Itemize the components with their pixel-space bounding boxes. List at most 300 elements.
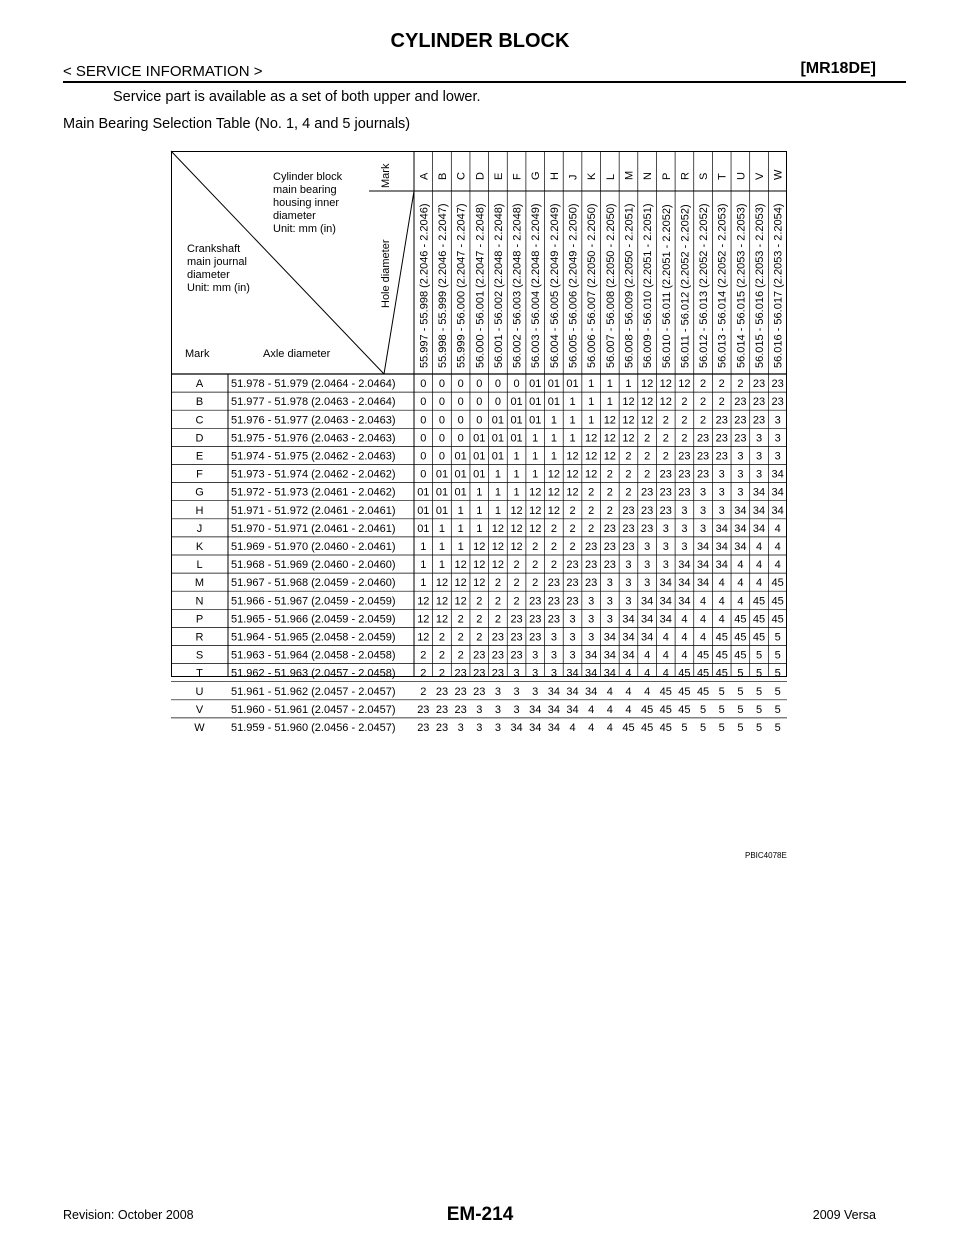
grade-cell: 12 bbox=[417, 595, 430, 608]
grade-cell: 1 bbox=[457, 540, 464, 553]
grade-cell: 2 bbox=[457, 613, 464, 626]
grade-cell: 23 bbox=[696, 450, 710, 463]
grade-cell: 5 bbox=[774, 631, 781, 644]
grade-cell: 23 bbox=[585, 540, 598, 553]
grade-cell: 01 bbox=[529, 378, 542, 391]
grade-cell: 34 bbox=[752, 504, 766, 517]
row-axle-diameter: 51.971 - 51.972 (2.0461 - 2.0461) bbox=[231, 504, 396, 517]
grade-cell: 1 bbox=[476, 504, 483, 517]
grade-cell: 23 bbox=[678, 486, 691, 499]
grade-cell: 1 bbox=[532, 450, 539, 463]
grade-cell: 1 bbox=[588, 378, 595, 391]
service-note: Service part is available as a set of both upper and lower. bbox=[113, 89, 481, 105]
grade-cell: 2 bbox=[737, 378, 744, 391]
grade-cell: 3 bbox=[569, 613, 576, 626]
grade-cell: 45 bbox=[696, 685, 710, 698]
grade-cell: 2 bbox=[606, 468, 613, 481]
row-mark: C bbox=[195, 414, 204, 427]
grade-cell: 12 bbox=[435, 613, 449, 626]
column-hole-diameter: 56.006 - 56.007 (2.2050 - 2.2050) bbox=[586, 203, 599, 368]
grade-cell: 34 bbox=[603, 649, 616, 662]
column-mark: M bbox=[623, 170, 636, 180]
grade-cell: 0 bbox=[420, 468, 427, 481]
grade-cell: 23 bbox=[547, 613, 560, 626]
grade-cell: 12 bbox=[491, 540, 505, 553]
axle-diameter-header: Axle diameter bbox=[263, 348, 331, 360]
column-mark: N bbox=[642, 172, 655, 180]
row-axle-diameter: 51.961 - 51.962 (2.0457 - 2.0457) bbox=[231, 685, 396, 698]
column-mark: B bbox=[436, 172, 449, 180]
grade-cell: 2 bbox=[569, 522, 576, 535]
grade-cell: 23 bbox=[585, 577, 598, 590]
grade-cell: 34 bbox=[752, 486, 766, 499]
grade-cell: 23 bbox=[678, 450, 691, 463]
grade-cell: 3 bbox=[718, 486, 725, 499]
grade-cell: 2 bbox=[476, 595, 483, 608]
grade-cell: 45 bbox=[715, 631, 728, 644]
grade-cell: 23 bbox=[454, 667, 467, 680]
grade-cell: 4 bbox=[588, 721, 595, 734]
column-hole-diameter: 56.010 - 56.011 (2.2051 - 2.2052) bbox=[660, 204, 673, 368]
row-mark: M bbox=[194, 577, 205, 590]
grade-cell: 4 bbox=[700, 595, 707, 608]
row-axle-diameter: 51.976 - 51.977 (2.0463 - 2.0463) bbox=[231, 414, 396, 427]
header-divider bbox=[63, 81, 906, 83]
grade-cell: 23 bbox=[417, 721, 430, 734]
grade-cell: 12 bbox=[473, 577, 486, 590]
grade-cell: 12 bbox=[622, 414, 635, 427]
grade-cell: 3 bbox=[569, 649, 576, 662]
grade-cell: 0 bbox=[457, 414, 464, 427]
grade-cell: 34 bbox=[678, 559, 691, 572]
grade-cell: 0 bbox=[476, 396, 483, 409]
grade-cell: 45 bbox=[678, 667, 691, 680]
grade-cell: 23 bbox=[603, 540, 616, 553]
grade-cell: 1 bbox=[588, 414, 595, 427]
grade-cell: 2 bbox=[606, 504, 613, 517]
grade-cell: 1 bbox=[438, 559, 446, 572]
grade-cell: 23 bbox=[715, 432, 728, 445]
column-mark: U bbox=[735, 172, 748, 180]
block-label-line: main bearing bbox=[273, 184, 337, 196]
page-title: CYLINDER BLOCK bbox=[390, 30, 570, 52]
grade-cell: 23 bbox=[566, 559, 579, 572]
grade-cell: 5 bbox=[755, 649, 763, 662]
column-mark: J bbox=[567, 174, 580, 180]
grade-cell: 12 bbox=[547, 468, 560, 481]
grade-cell: 5 bbox=[737, 703, 744, 716]
page-number: EM-214 bbox=[446, 1204, 514, 1225]
grade-cell: 23 bbox=[622, 522, 635, 535]
grade-cell: 01 bbox=[491, 414, 505, 427]
grade-cell: 23 bbox=[473, 685, 486, 698]
grade-cell: 0 bbox=[494, 378, 501, 391]
grade-cell: 23 bbox=[603, 559, 616, 572]
grade-cell: 45 bbox=[715, 667, 728, 680]
grade-cell: 01 bbox=[491, 450, 505, 463]
grade-cell: 45 bbox=[678, 685, 691, 698]
grade-cell: 4 bbox=[737, 595, 744, 608]
grade-cell: 3 bbox=[513, 685, 520, 698]
grade-cell: 4 bbox=[718, 577, 725, 590]
grade-cell: 3 bbox=[681, 540, 688, 553]
grade-cell: 23 bbox=[491, 631, 505, 644]
grade-cell: 23 bbox=[641, 504, 654, 517]
row-axle-diameter: 51.959 - 51.960 (2.0456 - 2.0457) bbox=[231, 721, 396, 734]
grade-cell: 5 bbox=[755, 703, 763, 716]
column-mark: C bbox=[455, 172, 468, 180]
grade-cell: 2 bbox=[662, 450, 669, 463]
grade-cell: 1 bbox=[550, 432, 557, 445]
grade-cell: 23 bbox=[641, 486, 654, 499]
section-label: < SERVICE INFORMATION > bbox=[63, 63, 263, 80]
grade-cell: 23 bbox=[547, 577, 560, 590]
grade-cell: 12 bbox=[603, 432, 616, 445]
grade-cell: 1 bbox=[438, 522, 446, 535]
grade-cell: 1 bbox=[532, 432, 539, 445]
figure-code: PBIC4078E bbox=[745, 851, 787, 860]
grade-cell: 2 bbox=[681, 396, 688, 409]
row-axle-diameter: 51.974 - 51.975 (2.0462 - 2.0463) bbox=[231, 450, 396, 463]
grade-cell: 45 bbox=[771, 613, 784, 626]
grade-cell: 23 bbox=[603, 522, 616, 535]
column-mark: R bbox=[679, 172, 692, 180]
grade-cell: 0 bbox=[438, 414, 446, 427]
grade-cell: 45 bbox=[641, 721, 654, 734]
grade-cell: 2 bbox=[662, 432, 669, 445]
grade-cell: 0 bbox=[438, 432, 446, 445]
grade-cell: 3 bbox=[569, 631, 576, 644]
grade-cell: 3 bbox=[774, 414, 781, 427]
grade-cell: 3 bbox=[588, 631, 595, 644]
grade-cell: 34 bbox=[566, 685, 579, 698]
row-axle-diameter: 51.964 - 51.965 (2.0458 - 2.0459) bbox=[231, 631, 396, 644]
grade-cell: 2 bbox=[532, 540, 539, 553]
grade-cell: 2 bbox=[532, 559, 539, 572]
grade-cell: 4 bbox=[606, 721, 613, 734]
grade-cell: 0 bbox=[420, 414, 427, 427]
grade-cell: 3 bbox=[774, 432, 781, 445]
grade-cell: 45 bbox=[659, 721, 672, 734]
grade-cell: 5 bbox=[737, 667, 744, 680]
grade-cell: 0 bbox=[494, 396, 501, 409]
row-mark: S bbox=[195, 649, 204, 662]
grade-cell: 1 bbox=[420, 577, 427, 590]
column-hole-diameter: 56.005 - 56.006 (2.2049 - 2.2050) bbox=[567, 203, 580, 368]
row-axle-diameter: 51.963 - 51.964 (2.0458 - 2.0458) bbox=[231, 649, 396, 662]
block-label-line: diameter bbox=[273, 210, 316, 222]
grade-cell: 1 bbox=[550, 450, 557, 463]
grade-cell: 34 bbox=[696, 577, 710, 590]
grade-cell: 3 bbox=[737, 468, 744, 481]
grade-cell: 1 bbox=[606, 378, 613, 391]
row-axle-diameter: 51.969 - 51.970 (2.0460 - 2.0461) bbox=[231, 540, 396, 553]
column-mark: G bbox=[530, 171, 543, 180]
column-mark-header: Mark bbox=[380, 163, 392, 188]
row-mark-header: Mark bbox=[185, 348, 210, 360]
grade-cell: 5 bbox=[755, 721, 763, 734]
grade-cell: 23 bbox=[417, 703, 430, 716]
row-axle-diameter: 51.960 - 51.961 (2.0457 - 2.0457) bbox=[231, 703, 396, 716]
grade-cell: 3 bbox=[550, 631, 557, 644]
grade-cell: 3 bbox=[755, 468, 763, 481]
column-hole-diameter: 56.011 - 56.012 (2.2052 - 2.2052) bbox=[679, 204, 692, 368]
column-hole-diameter: 55.999 - 56.000 (2.2047 - 2.2047) bbox=[455, 203, 468, 368]
grade-cell: 12 bbox=[454, 595, 467, 608]
grade-cell: 2 bbox=[644, 450, 651, 463]
grade-cell: 34 bbox=[771, 468, 784, 481]
grade-cell: 4 bbox=[569, 721, 576, 734]
column-mark: W bbox=[772, 169, 785, 180]
grade-cell: 0 bbox=[420, 396, 427, 409]
grade-cell: 3 bbox=[755, 450, 763, 463]
grade-cell: 2 bbox=[476, 613, 483, 626]
row-mark: T bbox=[196, 667, 203, 680]
row-mark: B bbox=[195, 396, 204, 409]
grade-cell: 23 bbox=[510, 649, 523, 662]
grade-cell: 2 bbox=[681, 414, 688, 427]
row-mark: V bbox=[195, 703, 204, 716]
row-mark: P bbox=[195, 613, 204, 626]
grade-cell: 01 bbox=[547, 396, 560, 409]
grade-cell: 5 bbox=[774, 649, 781, 662]
column-mark: V bbox=[754, 172, 767, 180]
grade-cell: 2 bbox=[718, 396, 725, 409]
grade-cell: 0 bbox=[420, 378, 427, 391]
grade-cell: 01 bbox=[473, 432, 486, 445]
grade-cell: 3 bbox=[606, 595, 613, 608]
grade-cell: 23 bbox=[622, 540, 635, 553]
grade-cell: 34 bbox=[622, 613, 635, 626]
grade-cell: 12 bbox=[641, 414, 654, 427]
grade-cell: 23 bbox=[547, 595, 560, 608]
grade-cell: 12 bbox=[435, 595, 449, 608]
grade-cell: 3 bbox=[606, 613, 613, 626]
grade-cell: 2 bbox=[644, 432, 651, 445]
row-axle-diameter: 51.970 - 51.971 (2.0461 - 2.0461) bbox=[231, 522, 396, 535]
grade-cell: 4 bbox=[662, 649, 669, 662]
grade-cell: 23 bbox=[659, 504, 672, 517]
column-mark: F bbox=[511, 173, 524, 180]
row-mark: H bbox=[195, 504, 204, 517]
row-axle-diameter: 51.977 - 51.978 (2.0463 - 2.0464) bbox=[231, 396, 396, 409]
grade-cell: 12 bbox=[529, 504, 542, 517]
grade-cell: 12 bbox=[566, 486, 579, 499]
grade-cell: 3 bbox=[718, 468, 725, 481]
grade-cell: 01 bbox=[510, 432, 523, 445]
column-hole-diameter: 56.015 - 56.016 (2.2053 - 2.2053) bbox=[754, 203, 767, 368]
grade-cell: 23 bbox=[715, 414, 728, 427]
grade-cell: 4 bbox=[700, 613, 707, 626]
grade-cell: 34 bbox=[510, 721, 523, 734]
grade-cell: 1 bbox=[457, 504, 464, 517]
grade-cell: 0 bbox=[438, 450, 446, 463]
column-mark: A bbox=[418, 172, 431, 180]
grade-cell: 34 bbox=[696, 540, 710, 553]
column-hole-diameter: 56.016 - 56.017 (2.2053 - 2.2054) bbox=[772, 203, 785, 368]
grade-cell: 34 bbox=[585, 667, 598, 680]
grade-cell: 3 bbox=[494, 703, 501, 716]
grade-cell: 45 bbox=[752, 595, 766, 608]
grade-cell: 3 bbox=[532, 685, 539, 698]
grade-cell: 23 bbox=[696, 432, 710, 445]
grade-cell: 12 bbox=[641, 378, 654, 391]
grade-cell: 34 bbox=[659, 577, 672, 590]
grade-cell: 4 bbox=[662, 667, 669, 680]
grade-cell: 45 bbox=[715, 649, 728, 662]
grade-cell: 3 bbox=[494, 685, 501, 698]
column-mark: T bbox=[716, 173, 729, 180]
grade-cell: 1 bbox=[476, 486, 483, 499]
column-hole-diameter: 56.002 - 56.003 (2.2048 - 2.2048) bbox=[511, 203, 524, 368]
grade-cell: 12 bbox=[417, 631, 430, 644]
column-mark: S bbox=[698, 172, 711, 180]
grade-cell: 23 bbox=[659, 486, 672, 499]
grade-cell: 45 bbox=[696, 667, 710, 680]
grade-cell: 3 bbox=[681, 522, 688, 535]
grade-cell: 01 bbox=[491, 432, 505, 445]
grade-cell: 5 bbox=[755, 685, 763, 698]
grade-cell: 01 bbox=[510, 396, 523, 409]
model-code: [MR18DE] bbox=[800, 60, 876, 77]
row-mark: R bbox=[195, 631, 204, 644]
grade-cell: 2 bbox=[438, 631, 446, 644]
grade-cell: 1 bbox=[476, 522, 483, 535]
row-axle-diameter: 51.973 - 51.974 (2.0462 - 2.0462) bbox=[231, 468, 396, 481]
grade-cell: 12 bbox=[547, 486, 560, 499]
grade-cell: 23 bbox=[734, 414, 747, 427]
grade-cell: 0 bbox=[438, 396, 446, 409]
grade-cell: 12 bbox=[585, 468, 598, 481]
grade-cell: 12 bbox=[585, 432, 598, 445]
grade-cell: 34 bbox=[603, 667, 616, 680]
revision-date: Revision: October 2008 bbox=[63, 1208, 194, 1222]
block-label-line: housing inner bbox=[273, 197, 340, 209]
grade-cell: 23 bbox=[771, 396, 784, 409]
grade-cell: 2 bbox=[438, 649, 446, 662]
grade-cell: 34 bbox=[696, 559, 710, 572]
grade-cell: 5 bbox=[681, 721, 688, 734]
grade-cell: 4 bbox=[755, 540, 763, 553]
column-hole-diameter: 56.000 - 56.001 (2.2047 - 2.2048) bbox=[474, 203, 487, 368]
grade-cell: 12 bbox=[473, 540, 486, 553]
row-axle-diameter: 51.975 - 51.976 (2.0463 - 2.0463) bbox=[231, 432, 396, 445]
grade-cell: 2 bbox=[550, 540, 557, 553]
grade-cell: 5 bbox=[718, 721, 725, 734]
grade-cell: 3 bbox=[662, 559, 669, 572]
grade-cell: 12 bbox=[417, 613, 430, 626]
grade-cell: 01 bbox=[529, 414, 542, 427]
grade-cell: 2 bbox=[457, 649, 464, 662]
grade-cell: 34 bbox=[752, 522, 766, 535]
grade-cell: 4 bbox=[700, 631, 707, 644]
grade-cell: 3 bbox=[550, 667, 557, 680]
column-hole-diameter: 56.013 - 56.014 (2.2052 - 2.2053) bbox=[716, 203, 729, 368]
grade-cell: 3 bbox=[532, 649, 539, 662]
grade-cell: 3 bbox=[644, 540, 651, 553]
grade-cell: 3 bbox=[588, 595, 595, 608]
grade-cell: 3 bbox=[513, 703, 520, 716]
grade-cell: 4 bbox=[774, 559, 781, 572]
grade-cell: 2 bbox=[550, 559, 557, 572]
grade-cell: 2 bbox=[625, 486, 632, 499]
column-hole-diameter: 56.004 - 56.005 (2.2049 - 2.2049) bbox=[548, 203, 561, 368]
grade-cell: 23 bbox=[622, 504, 635, 517]
grade-cell: 34 bbox=[734, 540, 747, 553]
row-mark: J bbox=[196, 522, 203, 535]
grade-cell: 2 bbox=[513, 595, 520, 608]
grade-cell: 34 bbox=[641, 613, 654, 626]
grade-cell: 34 bbox=[734, 522, 747, 535]
grade-cell: 01 bbox=[473, 468, 486, 481]
grade-cell: 01 bbox=[454, 486, 467, 499]
grade-cell: 4 bbox=[625, 685, 632, 698]
grade-cell: 0 bbox=[513, 378, 520, 391]
column-hole-diameter: 56.007 - 56.008 (2.2050 - 2.2050) bbox=[604, 203, 617, 368]
row-mark: K bbox=[195, 540, 204, 553]
column-hole-diameter: 56.014 - 56.015 (2.2053 - 2.2053) bbox=[735, 203, 748, 368]
grade-cell: 0 bbox=[476, 378, 483, 391]
grade-cell: 34 bbox=[678, 595, 691, 608]
grade-cell: 12 bbox=[641, 396, 654, 409]
grade-cell: 23 bbox=[510, 631, 523, 644]
grade-cell: 34 bbox=[585, 685, 598, 698]
row-mark: W bbox=[194, 721, 205, 734]
grade-cell: 2 bbox=[457, 631, 464, 644]
grade-cell: 5 bbox=[774, 703, 781, 716]
grade-cell: 12 bbox=[491, 522, 505, 535]
grade-cell: 12 bbox=[603, 414, 616, 427]
grade-cell: 34 bbox=[715, 522, 728, 535]
grade-cell: 01 bbox=[435, 468, 449, 481]
grade-cell: 4 bbox=[718, 613, 725, 626]
grade-cell: 2 bbox=[700, 396, 707, 409]
grade-cell: 12 bbox=[585, 450, 598, 463]
grade-cell: 34 bbox=[771, 486, 784, 499]
grade-cell: 12 bbox=[678, 378, 691, 391]
row-mark: L bbox=[196, 559, 203, 572]
column-mark: H bbox=[548, 172, 561, 180]
row-mark: N bbox=[195, 595, 204, 608]
grade-cell: 23 bbox=[510, 613, 523, 626]
crank-label-line: Unit: mm (in) bbox=[187, 282, 250, 294]
grade-cell: 3 bbox=[476, 721, 483, 734]
grade-cell: 34 bbox=[715, 559, 728, 572]
grade-cell: 01 bbox=[547, 378, 560, 391]
grade-cell: 3 bbox=[494, 721, 501, 734]
grade-cell: 34 bbox=[659, 595, 672, 608]
grade-cell: 12 bbox=[659, 396, 672, 409]
grade-cell: 23 bbox=[752, 414, 766, 427]
grade-cell: 3 bbox=[700, 522, 707, 535]
grade-cell: 45 bbox=[622, 721, 635, 734]
grade-cell: 34 bbox=[566, 703, 579, 716]
grade-cell: 5 bbox=[774, 721, 781, 734]
grade-cell: 23 bbox=[734, 396, 747, 409]
grade-cell: 2 bbox=[588, 522, 595, 535]
grade-cell: 34 bbox=[529, 721, 542, 734]
column-hole-diameter: 56.001 - 56.002 (2.2048 - 2.2048) bbox=[492, 203, 505, 368]
grade-cell: 23 bbox=[752, 378, 766, 391]
grade-cell: 3 bbox=[476, 703, 483, 716]
grade-cell: 1 bbox=[494, 486, 501, 499]
grade-cell: 23 bbox=[473, 649, 486, 662]
grade-cell: 4 bbox=[644, 649, 651, 662]
column-mark: P bbox=[660, 172, 673, 180]
grade-cell: 23 bbox=[659, 468, 672, 481]
grade-cell: 1 bbox=[588, 396, 595, 409]
grade-cell: 2 bbox=[438, 667, 446, 680]
